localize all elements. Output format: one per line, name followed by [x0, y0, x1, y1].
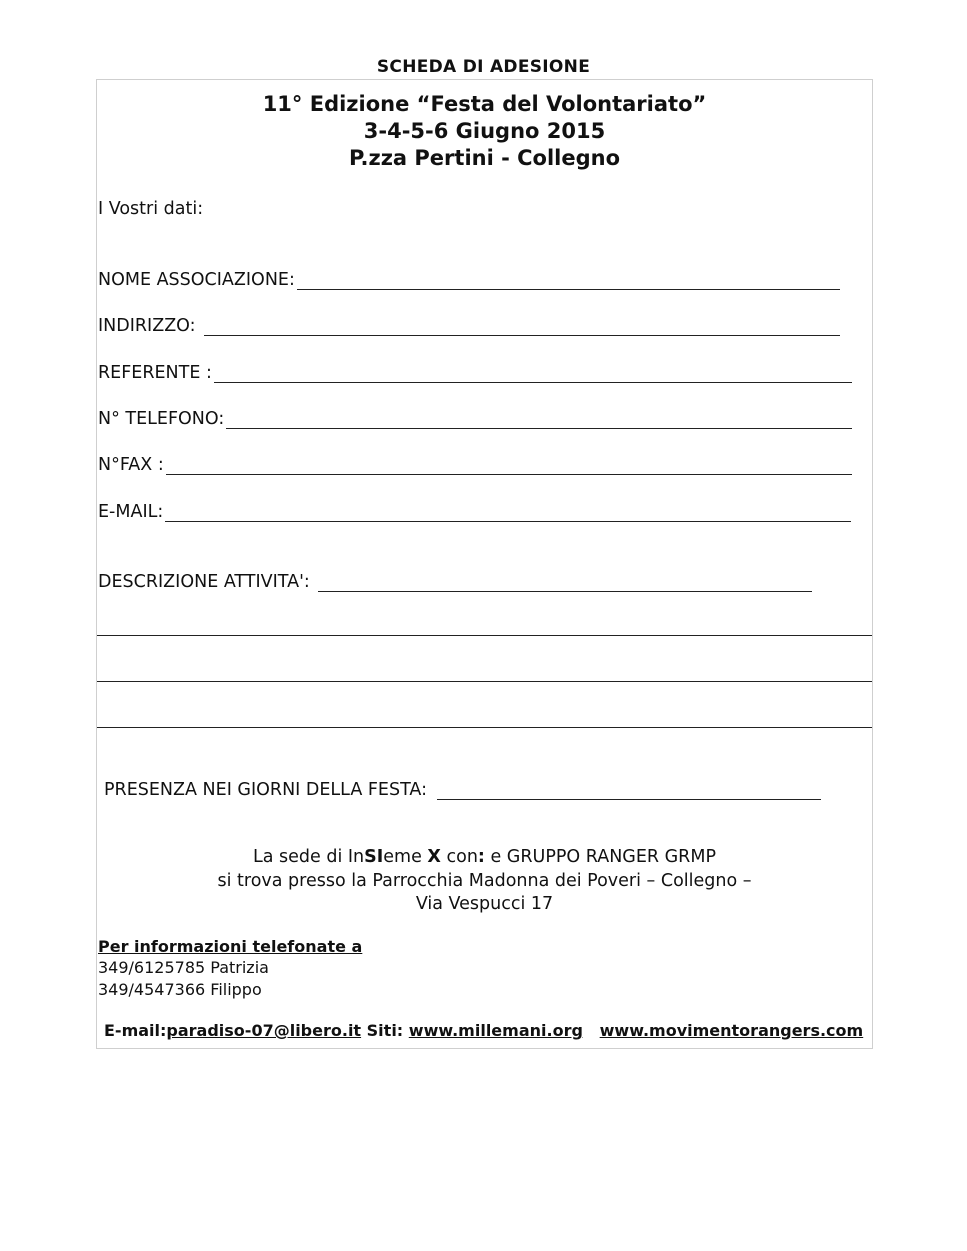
phone-contact: 349/6125785 Patrizia: [98, 958, 269, 977]
input-line[interactable]: [204, 317, 840, 336]
sede-line-3: Via Vespucci 17: [415, 894, 554, 914]
event-edition-title: 11° Edizione “Festa del Volontariato”: [262, 92, 707, 116]
input-line[interactable]: [318, 573, 812, 592]
event-dates: 3-4-5-6 Giugno 2015: [363, 119, 606, 143]
field-label: REFERENTE :: [98, 363, 212, 383]
input-line[interactable]: [297, 271, 840, 290]
sede-line-2: si trova presso la Parrocchia Madonna dei Poveri – Collegno –: [217, 871, 752, 891]
field-referente[interactable]: [98, 359, 852, 383]
field-label: PRESENZA NEI GIORNI DELLA FESTA:: [104, 780, 427, 800]
field-presenza[interactable]: [104, 776, 821, 800]
page-heading: SCHEDA DI ADESIONE: [376, 57, 591, 77]
field-label: N°FAX :: [98, 455, 164, 475]
field-email[interactable]: [98, 498, 851, 522]
description-line[interactable]: [97, 727, 872, 728]
field-nome-associazione[interactable]: [98, 266, 840, 290]
field-label: E-MAIL:: [98, 502, 164, 522]
input-line[interactable]: [437, 781, 821, 800]
input-line[interactable]: [214, 364, 852, 383]
field-label: DESCRIZIONE ATTIVITA':: [98, 572, 310, 592]
sites-label: Siti:: [366, 1021, 404, 1040]
contacts-line: [104, 1021, 863, 1040]
email-link[interactable]: paradiso-07@libero.it: [166, 1021, 362, 1040]
input-line[interactable]: [226, 410, 852, 429]
site-link-millemani[interactable]: www.millemani.org: [408, 1021, 583, 1040]
field-label: NOME ASSOCIAZIONE:: [98, 270, 295, 290]
email-label: E-mail:: [104, 1021, 167, 1040]
field-indirizzo[interactable]: [98, 312, 840, 336]
sede-line-1: La sede di InSIeme X con: e GRUPPO RANGER GRMP: [252, 847, 716, 867]
description-line[interactable]: [97, 635, 872, 636]
info-heading: Per informazioni telefonate a: [98, 937, 363, 956]
event-location: P.zza Pertini - Collegno: [348, 146, 621, 170]
field-telefono[interactable]: [98, 405, 852, 429]
intro-label: I Vostri dati:: [98, 199, 204, 219]
site-link-movimentorangers[interactable]: www.movimentorangers.com: [599, 1021, 864, 1040]
field-label: INDIRIZZO:: [98, 316, 196, 336]
field-fax[interactable]: [98, 451, 852, 475]
description-line[interactable]: [97, 681, 872, 682]
input-line[interactable]: [166, 456, 852, 475]
field-descrizione-attivita[interactable]: [98, 568, 812, 592]
field-label: N° TELEFONO:: [98, 409, 225, 429]
input-line[interactable]: [165, 503, 851, 522]
phone-contact: 349/4547366 Filippo: [98, 980, 262, 999]
